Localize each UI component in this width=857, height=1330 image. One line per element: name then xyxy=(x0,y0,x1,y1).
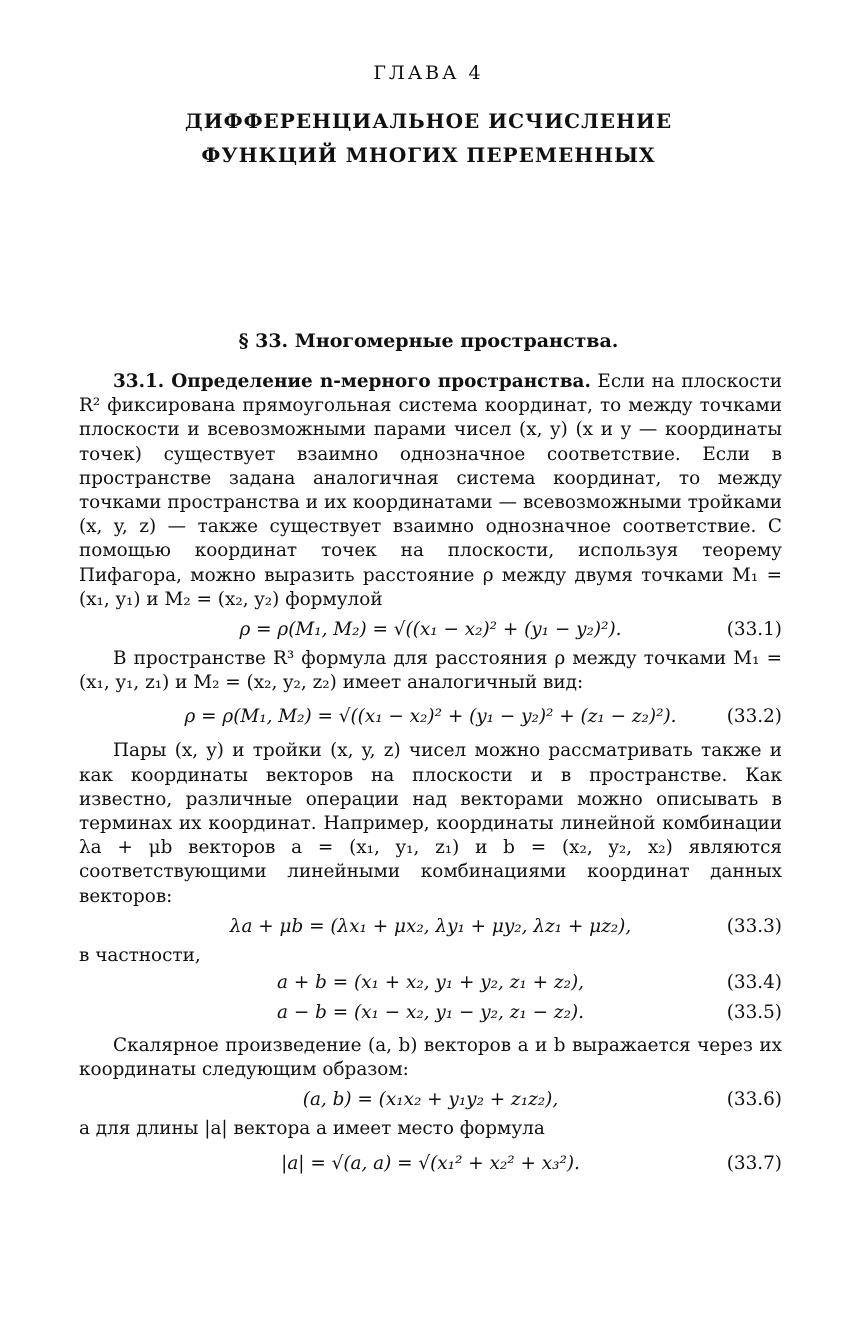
paragraph-5: Скалярное произведение (a, b) векторов a и b выражается через их координаты следующим образом: xyxy=(79,1035,782,1081)
equation-number-33-6: (33.6) xyxy=(726,1089,782,1111)
formula-33-2 xyxy=(79,695,782,739)
equation-number-33-2: (33.2) xyxy=(726,706,782,728)
formula-33-6 xyxy=(79,1082,782,1117)
formula-33-4-expression: a + b = (x₁ + x₂, y₁ + y₂, z₁ + z₂), xyxy=(277,972,584,994)
body-text xyxy=(79,370,782,1186)
chapter-title-line-1: ДИФФЕРЕНЦИАЛЬНОЕ ИСЧИСЛЕНИЕ xyxy=(184,109,673,133)
formula-33-4 xyxy=(79,968,782,998)
chapter-title xyxy=(0,104,857,172)
chapter-label: ГЛАВА 4 xyxy=(373,62,484,84)
equation-number-33-4: (33.4) xyxy=(726,972,782,994)
equation-number-33-1: (33.1) xyxy=(726,619,782,641)
section-title: § 33. Многомерные пространства. xyxy=(238,330,619,352)
paragraph-6: а для длины |a| вектора a имеет место формула xyxy=(79,1118,545,1140)
formula-33-3-expression: λa + μb = (λx₁ + μx₂, λy₁ + μy₂, λz₁ + μz₂), xyxy=(229,915,632,937)
equation-number-33-5: (33.5) xyxy=(726,1002,782,1024)
paragraph-2: В пространстве R³ формула для расстояния ρ между точками M₁ = (x₁, y₁, z₁) и M₂ = (x₂, y₂, z₂) имеет аналогичный вид: xyxy=(79,648,782,694)
equation-number-33-3: (33.3) xyxy=(726,915,782,937)
paragraph-1-text: Если на плоскости R² фиксирована прямоугольная система координат, то между точками плоскости и всевозможными парами чисел (x, y) (x и y — координаты точек) существует взаимно однозначное соответствие. Если в пространстве задана аналогичная система координат, то между точками пространства и их координатами — всевозможными тройками (x, y, z) — также существует взаимно однозначное соответствие. С помощью координат точек на плоскости, используя теорему Пифагора, можно выразить расстояние ρ между двумя точками M₁ = (x₁, y₁) и M₂ = (x₂, y₂) формулой xyxy=(79,371,782,610)
chapter-title-line-2: ФУНКЦИЙ МНОГИХ ПЕРЕМЕННЫХ xyxy=(201,143,656,167)
formula-33-7-expression: |a| = √(a, a) = √(x₁² + x₂² + x₃²). xyxy=(281,1152,580,1174)
formula-33-6-expression: (a, b) = (x₁x₂ + y₁y₂ + z₁z₂), xyxy=(302,1089,559,1111)
formula-33-3 xyxy=(79,909,782,944)
formula-33-2-expression: ρ = ρ(M₁, M₂) = √((x₁ − x₂)² + (y₁ − y₂)² + (z₁ − z₂)²). xyxy=(184,706,677,728)
formula-33-1 xyxy=(79,612,782,647)
formula-33-7 xyxy=(79,1142,782,1186)
subsection-heading: 33.1. Определение n-мерного пространства. xyxy=(113,371,591,392)
paragraph-3: Пары (x, y) и тройки (x, y, z) чисел можно рассматривать также и как координаты векторов на плоскости и в пространстве. Как известно, различные операции над векторами можно описывать в терминах их координат. Например, координаты линейной комбинации λa + μb векторов a = (x₁, y₁, z₁) и b = (x₂, y₂, x₂) являются соответствующими линейными комбинациями координат данных векторов: xyxy=(79,740,782,907)
formula-33-5 xyxy=(79,998,782,1028)
paragraph-4: в частности, xyxy=(79,944,201,966)
formula-33-5-expression: a − b = (x₁ − x₂, y₁ − y₂, z₁ − z₂). xyxy=(277,1002,584,1024)
paragraph-1 xyxy=(79,370,782,612)
formula-33-1-expression: ρ = ρ(M₁, M₂) = √((x₁ − x₂)² + (y₁ − y₂)²). xyxy=(239,619,622,641)
equation-number-33-7: (33.7) xyxy=(726,1152,782,1174)
